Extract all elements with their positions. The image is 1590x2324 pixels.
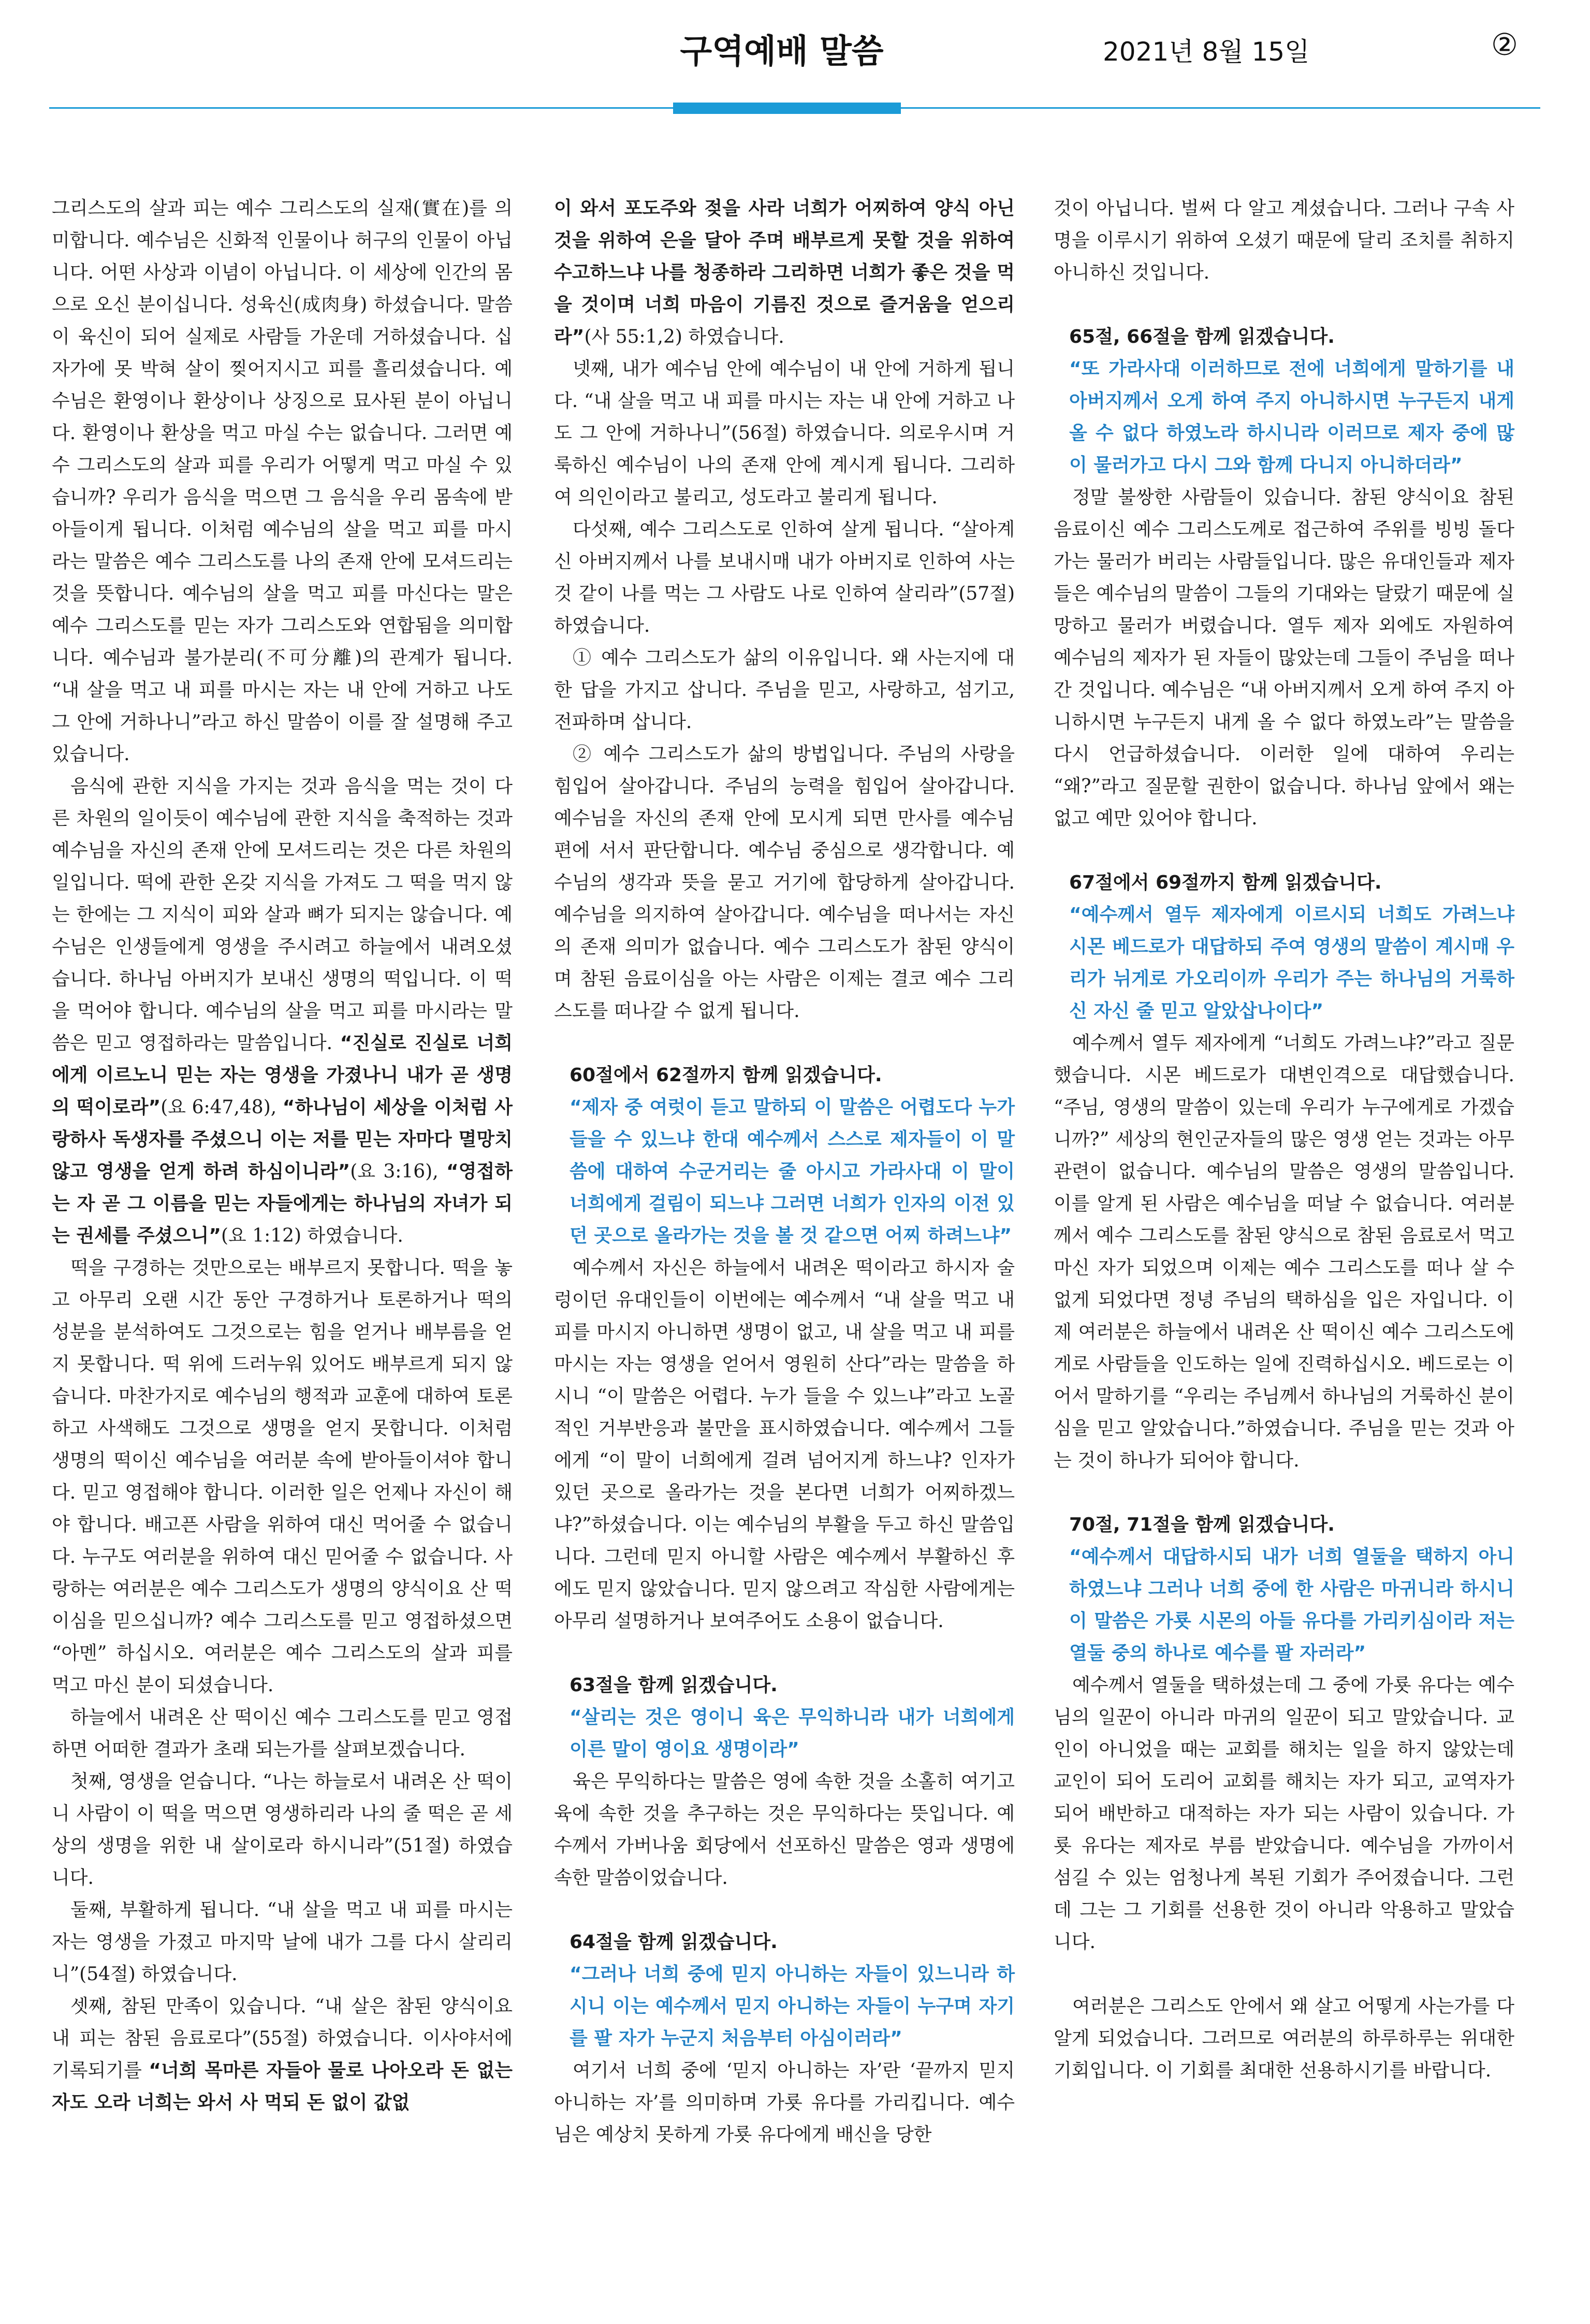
paragraph: 예수께서 열두 제자에게 “너희도 가려느냐?”라고 질문했습니다. 시몬 베드로가 대변인격으로 대답했습니다. “주님, 영생의 말씀이 있는데 우리가 누구에게로 가겠습니까?” 세상의 현인군자들의 많은 영생 얻는 것과는 아무 관련이 없습니다. 예수님의 말씀은 영생의 말씀입니다. 이를 알게 된 사람은 예수님을 떠날 수 없습니다. 여러분께서 예수 그리스도를 참된 양식으로 참된 음료로서 먹고 마신 자가 되었으며 이제는 예수 그리스도를 떠나 살 수 없게 되었다면 정녕 주님의 택하심을 입은 자입니다. 이제 여러분은 하늘에서 내려온 산 떡이신 예수 그리스도에게로 사람들을 인도하는 일에 진력하십시오. 베드로는 이어서 말하기를 “우리는 주님께서 하나님의 거룩하신 분이심을 믿고 알았습니다.”하였습니다. 주님을 믿는 것과 아는 것이 하나가 되어야 합니다. [1054,1033,1514,1471]
text-column-3 [1054,193,1514,2087]
scripture-quote: “너희 목마른 자들아 물로 나아오라 돈 없는 자도 오라 너희는 와서 사 먹되 돈 없이 값없 [52,2060,513,2113]
paragraph: 것이 아닙니다. 벌써 다 알고 계셨습니다. 그러나 구속 사명을 이루시기 위하여 오셨기 때문에 달리 조치를 취하지 아니하신 것입니다. [1054,198,1514,283]
paragraph [554,193,1015,353]
paragraph [52,771,513,1252]
scripture-quote: “영접하는 자 곧 그 이름을 믿는 자들에게는 하나님의 자녀가 되는 권세를 주셨으니” [52,1161,513,1246]
scripture-block: “또 가라사대 이러하므로 전에 너희에게 말하기를 내 아버지께서 오게 하여 주지 아니하시면 누구든지 내게 올 수 없다 하였노라 하시니라 이러므로 제자 중에 많이 물러가고 다시 그와 함께 다니지 아니하더라” [1069,358,1514,476]
paragraph: 둘째, 부활하게 됩니다. “내 살을 먹고 내 피를 마시는 자는 영생을 가졌고 마지막 날에 내가 그를 다시 살리리니”(54절) 하였습니다. [52,1899,513,1985]
body-text: 음식에 관한 지식을 가지는 것과 음식을 먹는 것이 다른 차원의 일이듯이 예수님에 관한 지식을 축적하는 것과 예수님을 자신의 존재 안에 모셔드리는 것은 다른 차원의 일입니다. 떡에 관한 온갖 지식을 가져도 그 떡을 먹지 않는 한에는 그 지식이 피와 살과 뼈가 되지는 않습니다. 예수님은 인생들에게 영생을 주시려고 하늘에서 내려오셨습니다. 하나님 아버지가 보내신 생명의 떡입니다. 이 떡을 먹어야 합니다. 예수님의 살을 먹고 피를 마시라는 말씀은 믿고 영접하라는 말씀입니다. [52,776,513,1054]
scripture-block: “예수께서 대답하시되 내가 너희 열둘을 택하지 아니하였느냐 그러나 너희 중에 한 사람은 마귀니라 하시니 이 말씀은 가룟 시몬의 아들 유다를 가리키심이라 저는 열둘 중의 하나로 예수를 팔 자러라” [1069,1546,1514,1664]
scripture-quote: “진실로 진실로 너희에게 이르노니 믿는 자는 영생을 가졌나니 내가 곧 생명의 떡이로라” [52,1033,513,1118]
paragraph: 정말 불쌍한 사람들이 있습니다. 참된 양식이요 참된 음료이신 예수 그리스도께로 접근하여 주위를 빙빙 돌다가는 물러가 버리는 사람들입니다. 많은 유대인들과 제자들은 예수님의 말씀이 그들의 기대와는 달랐기 때문에 실망하고 물러가 버렸습니다. 열두 제자 외에도 자원하여 예수님의 제자가 된 자들이 많았는데 그들이 주님을 떠나간 것입니다. 예수님은 “내 아버지께서 오게 하여 주지 아니하시면 누구든지 내게 올 수 없다 하였노라”는 말씀을 다시 언급하셨습니다. 이러한 일에 대하여 우리는 “왜?”라고 질문할 권한이 없습니다. 하나님 앞에서 왜는 없고 예만 있어야 합니다. [1054,487,1514,829]
paragraph: 다섯째, 예수 그리스도로 인하여 살게 됩니다. “살아계신 아버지께서 나를 보내시매 내가 아버지로 인하여 사는 것 같이 나를 먹는 그 사람도 나로 인하여 살리라”(57절) 하였습니다. [554,519,1015,636]
page-number: ② [1491,27,1518,62]
paragraph: 예수께서 열둘을 택하셨는데 그 중에 가룟 유다는 예수님의 일꾼이 아니라 마귀의 일꾼이 되고 말았습니다. 교인이 아니었을 때는 교회를 해치는 일을 하지 않았는데 교인이 되어 도리어 교회를 해치는 자가 되고, 교역자가 되어 배반하고 대적하는 자가 되는 사람이 있습니다. 가룟 유다는 제자로 부름 받았습니다. 예수님을 가까이서 섬길 수 있는 엄청나게 복된 기회가 주어졌습니다. 그런데 그는 그 기회를 선용한 것이 아니라 악용하고 말았습니다. [1054,1675,1514,1953]
text-column-2 [554,193,1015,2151]
text-column-1 [52,193,513,2119]
paragraph: 육은 무익하다는 말씀은 영에 속한 것을 소홀히 여기고 육에 속한 것을 추구하는 것은 무익하다는 뜻입니다. 예수께서 가버나움 회당에서 선포하신 말씀은 영과 생명에 속한 말씀이었습니다. [554,1771,1015,1889]
section-heading: 67절에서 69절까지 함께 읽겠습니다. [1069,872,1382,893]
paragraph: ② 예수 그리스도가 삶의 방법입니다. 주님의 사랑을 힘입어 살아갑니다. 주님의 능력을 힘입어 살아갑니다. 예수님을 자신의 존재 안에 모시게 되면 만사를 예수님 편에 서서 판단합니다. 예수님 중심으로 생각합니다. 예수님의 생각과 뜻을 묻고 거기에 합당하게 살아갑니다. 예수님을 의지하여 살아갑니다. 예수님을 떠나서는 자신의 존재 의미가 없습니다. 예수 그리스도가 참된 양식이며 참된 음료이심을 아는 사람은 이제는 결코 예수 그리스도를 떠나갈 수 없게 됩니다. [554,744,1015,1022]
paragraph: 첫째, 영생을 얻습니다. “나는 하늘로서 내려온 산 떡이니 사람이 이 떡을 먹으면 영생하리라 나의 줄 떡은 곧 세상의 생명을 위한 내 살이로라 하시니라”(51절) 하였습니다. [52,1771,513,1889]
scripture-ref: (요 6:47,48), [161,1097,283,1118]
spacer [1054,1958,1514,1991]
paragraph: 하늘에서 내려온 산 떡이신 예수 그리스도를 믿고 영접하면 어떠한 결과가 초래 되는가를 살펴보겠습니다. [52,1707,513,1760]
section-heading: 70절, 71절을 함께 읽겠습니다. [1069,1514,1335,1535]
paragraph: 그리스도의 살과 피는 예수 그리스도의 실재(實在)를 의미합니다. 예수님은 신화적 인물이나 허구의 인물이 아닙니다. 어떤 사상과 이념이 아닙니다. 이 세상에 인간의 몸으로 오신 분이십니다. 성육신(成肉身) 하셨습니다. 말씀이 육신이 되어 실제로 사람들 가운데 거하셨습니다. 십자가에 못 박혀 살이 찢어지시고 피를 흘리셨습니다. 예수님은 환영이나 환상이나 상징으로 묘사된 분이 아닙니다. 환영이나 환상을 먹고 마실 수는 없습니다. 그러면 예수 그리스도의 살과 피를 우리가 어떻게 먹고 마실 수 있습니까? 우리가 음식을 먹으면 그 음식을 우리 몸속에 받아들이게 됩니다. 이처럼 예수님의 살을 먹고 피를 마시라는 말씀은 예수 그리스도를 나의 존재 안에 모셔드리는 것을 뜻합니다. 예수님의 살을 먹고 피를 마신다는 말은 예수 그리스도를 믿는 자가 그리스도와 연합됨을 의미합니다. 예수님과 불가분리(不可分離)의 관계가 됩니다. “내 살을 먹고 내 피를 마시는 자는 내 안에 거하고 나도 그 안에 거하나니”라고 하신 말씀이 이를 잘 설명해 주고 있습니다. [52,198,513,765]
scripture-ref: (요 1:12) 하였습니다. [221,1225,403,1246]
scripture-quote: “하나님이 세상을 이처럼 사랑하사 독생자를 주셨으니 이는 저를 믿는 자마다 멸망치 않고 영생을 얻게 하려 하심이니라” [52,1097,513,1182]
section-heading: 65절, 66절을 함께 읽겠습니다. [1069,326,1335,347]
section-heading: 64절을 함께 읽겠습니다. [570,1931,778,1953]
section-heading: 63절을 함께 읽겠습니다. [570,1675,778,1696]
section-heading: 60절에서 62절까지 함께 읽겠습니다. [570,1065,882,1086]
paragraph: 여러분은 그리스도 안에서 왜 살고 어떻게 사는가를 다 알게 되었습니다. 그러므로 여러분의 하루하루는 위대한 기회입니다. 이 기회를 최대한 선용하시기를 바랍니다. [1054,1996,1514,2081]
section-title: 구역예배 말씀 [680,33,884,71]
paragraph: 넷째, 내가 예수님 안에 예수님이 내 안에 거하게 됩니다. “내 살을 먹고 내 피를 마시는 자는 내 안에 거하고 나도 그 안에 거하나니”(56절) 하였습니다. 의로우시며 거룩하신 예수님이 나의 존재 안에 계시게 됩니다. 그리하여 의인이라고 불리고, 성도라고 불리게 됩니다. [554,358,1015,508]
paragraph: 여기서 너희 중에 ‘믿지 아니하는 자’란 ‘끝까지 믿지 아니하는 자’를 의미하며 가룟 유다를 가리킵니다. 예수님은 예상치 못하게 가룟 유다에게 배신을 당한 [554,2060,1015,2145]
scripture-ref: (요 3:16), [350,1161,446,1182]
paragraph: 예수께서 자신은 하늘에서 내려온 떡이라고 하시자 술렁이던 유대인들이 이번에는 예수께서 “내 살을 먹고 내 피를 마시지 아니하면 생명이 없고, 내 살을 먹고 내 피를 마시는 자는 영생을 얻어서 영원히 산다”라는 말씀을 하시니 “이 말씀은 어렵다. 누가 들을 수 있느냐”라고 노골적인 거부반응과 불만을 표시하였습니다. 예수께서 그들에게 “이 말이 너희에게 걸려 넘어지게 하느냐? 인자가 있던 곳으로 올라가는 것을 본다면 너희가 어찌하겠느냐?”하셨습니다. 이는 예수님의 부활을 두고 하신 말씀입니다. 그런데 믿지 아니할 사람은 예수께서 부활하신 후에도 믿지 않았습니다. 믿지 않으려고 작심한 사람에게는 아무리 설명하거나 보여주어도 소용이 없습니다. [554,1257,1015,1632]
page-header [0,0,1590,124]
scripture-block: “제자 중 여럿이 듣고 말하되 이 말씀은 어렵도다 누가 들을 수 있느냐 한대 예수께서 스스로 제자들이 이 말씀에 대하여 수군거리는 줄 아시고 가라사대 이 말이 너희에게 걸림이 되느냐 그러면 너희가 인자의 이전 있던 곳으로 올라가는 것을 볼 것 같으면 어찌 하려느냐” [570,1097,1015,1246]
scripture-quote: 이 와서 포도주와 젖을 사라 너희가 어찌하여 양식 아닌 것을 위하여 은을 달아 주며 배부르게 못할 것을 위하여 수고하느냐 나를 청종하라 그리하면 너희가 좋은 것을 먹을 것이며 너희 마음이 기름진 것으로 즐거움을 얻으리라” [554,198,1015,347]
paragraph: 떡을 구경하는 것만으로는 배부르지 못합니다. 떡을 놓고 아무리 오랜 시간 동안 구경하거나 토론하거나 떡의 성분을 분석하여도 그것으로는 힘을 얻거나 배부름을 얻지 못합니다. 떡 위에 드러누워 있어도 배부르게 되지 않습니다. 마찬가지로 예수님의 행적과 교훈에 대하여 토론하고 사색해도 그것으로 생명을 얻지 못합니다. 이처럼 생명의 떡이신 예수님을 여러분 속에 받아들이셔야 합니다. 믿고 영접해야 합니다. 이러한 일은 언제나 자신이 해야 합니다. 배고픈 사람을 위하여 대신 먹어줄 수 없습니다. 누구도 여러분을 위하여 대신 믿어줄 수 없습니다. 사랑하는 여러분은 예수 그리스도가 생명의 양식이요 산 떡이심을 믿으십니까? 예수 그리스도를 믿고 영접하셨으면 “아멘” 하십시오. 여러분은 예수 그리스도의 살과 피를 먹고 마신 분이 되셨습니다. [52,1257,513,1696]
issue-date: 2021년 8월 15일 [1103,37,1310,67]
title-underline-bar [673,103,901,114]
paragraph: ① 예수 그리스도가 삶의 이유입니다. 왜 사는지에 대한 답을 가지고 삽니다. 주님을 믿고, 사랑하고, 섬기고, 전파하며 삽니다. [554,647,1015,733]
scripture-block: “살리는 것은 영이니 육은 무익하니라 내가 너희에게 이른 말이 영이요 생명이라” [570,1707,1015,1760]
body-text: 셋째, 참된 만족이 있습니다. “내 살은 참된 양식이요 내 피는 참된 음료로다”(55절) 하였습니다. 이사야서에 기록되기를 [52,1996,513,2081]
scripture-ref: (사 55:1,2) 하였습니다. [584,326,784,347]
paragraph [52,1991,513,2119]
scripture-block: “그러나 너희 중에 믿지 아니하는 자들이 있느니라 하시니 이는 예수께서 믿지 아니하는 자들이 누구며 자기를 팔 자가 누군지 처음부터 아심이러라” [570,1964,1015,2049]
scripture-block: “예수께서 열두 제자에게 이르시되 너희도 가려느냐 시몬 베드로가 대답하되 주여 영생의 말씀이 계시매 우리가 뉘게로 가오리이까 우리가 주는 하나님의 거룩하신 자신 줄 믿고 알았삽나이다” [1069,904,1514,1022]
